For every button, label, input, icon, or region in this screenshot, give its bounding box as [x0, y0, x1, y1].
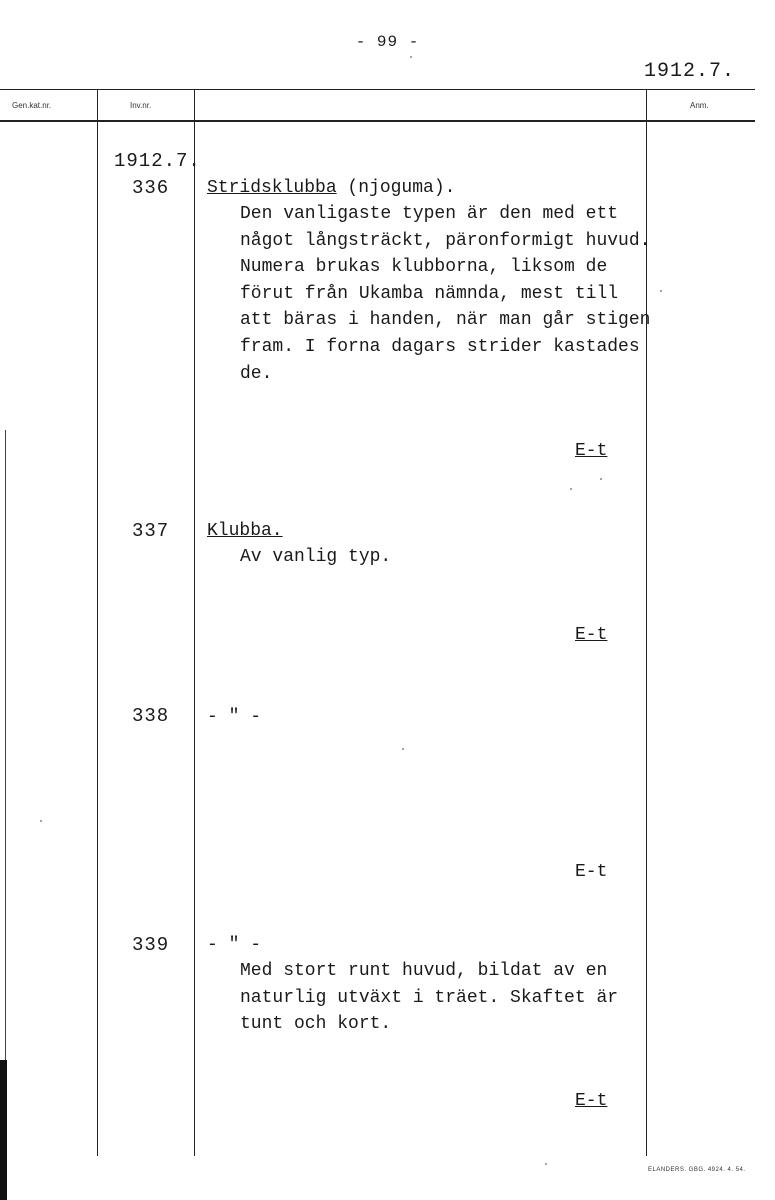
inventory-number: 337 — [132, 520, 170, 542]
entry-title-name: Stridsklubba — [207, 178, 337, 198]
entry-signature: E-t — [575, 1091, 608, 1111]
inventory-number: 338 — [132, 705, 170, 727]
entry-signature: E-t — [575, 625, 608, 645]
header-date: 1912.7. — [643, 60, 735, 83]
entry-description: Av vanlig typ. — [240, 547, 392, 567]
top-rule — [0, 89, 755, 90]
scan-speck — [402, 748, 404, 750]
page-edge-shadow — [0, 430, 6, 1200]
entry-description: Den vanligaste typen är den med ett något långsträckt, päronformigt huvud. Numera brukas klubborna, liksom de förut från Ukamba nämnda, mest till att bäras i handen, när man går stigen fram. I forna dagars strider kastades de. — [240, 204, 651, 384]
inventory-number: 336 — [132, 177, 170, 199]
scan-speck — [410, 56, 412, 58]
column-header-anm: Anm. — [690, 101, 709, 110]
scan-speck — [600, 478, 602, 480]
column-header-gen-kat-nr: Gen.kat.nr. — [12, 101, 52, 110]
entry-title — [207, 707, 261, 727]
entry-title — [207, 935, 261, 955]
inventory-number: 339 — [132, 934, 170, 956]
entry-signature: E-t — [575, 441, 608, 461]
entry-description: Med stort runt huvud, bildat av en naturlig utväxt i träet. Skaftet är tunt och kort. — [240, 961, 619, 1035]
inventory-date: 1912.7. — [114, 150, 201, 172]
page-number: - 99 - — [355, 33, 420, 51]
entry-title — [207, 178, 455, 198]
column-divider-genkat — [97, 89, 98, 1156]
scan-speck — [570, 488, 572, 490]
entry-title — [207, 521, 283, 541]
entry-title-extra: (njoguma). — [336, 178, 456, 198]
scan-speck — [545, 1163, 547, 1165]
header-rule — [0, 120, 755, 122]
entry-title-name: Klubba. — [207, 521, 283, 541]
printer-imprint: ELANDERS. GBG. 4924. 4. 54. — [648, 1167, 746, 1173]
scan-speck — [660, 290, 662, 292]
entry-title-ditto: - " - — [207, 707, 262, 727]
column-header-inv-nr: Inv.nr. — [130, 101, 152, 110]
entry-title-ditto: - " - — [207, 935, 262, 955]
entry-signature: E-t — [575, 862, 608, 882]
scan-speck — [40, 820, 42, 822]
column-divider-inv — [194, 89, 195, 1156]
